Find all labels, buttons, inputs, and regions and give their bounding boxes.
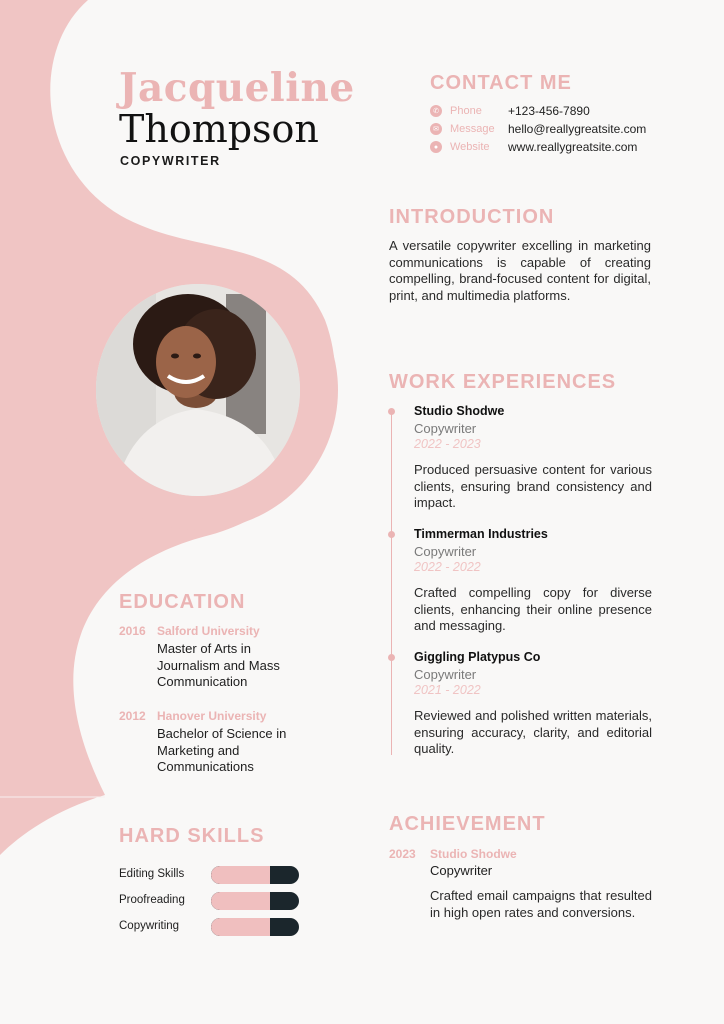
work-company: Studio Shodwe <box>414 404 505 418</box>
education-school: Salford University <box>157 624 260 638</box>
education-school: Hanover University <box>157 709 267 723</box>
work-dates: 2022 - 2023 <box>414 437 481 451</box>
job-title: COPYWRITER <box>120 154 221 168</box>
work-description: Crafted compelling copy for diverse clients, enhancing their online presence and messaging. <box>414 585 652 634</box>
contact-phone[interactable] <box>430 102 590 120</box>
mail-icon: ✉ <box>430 123 442 135</box>
work-title: WORK EXPERIENCES <box>389 371 617 393</box>
achievement-description: Crafted email campaigns that resulted in high open rates and conversions. <box>430 888 652 920</box>
contact-message[interactable] <box>430 120 646 138</box>
work-dates: 2022 - 2022 <box>414 560 481 574</box>
timeline-dot <box>388 531 395 538</box>
website-value[interactable]: www.reallygreatsite.com <box>508 140 638 154</box>
email-value[interactable]: hello@reallygreatsite.com <box>508 122 647 136</box>
timeline-line <box>391 410 392 755</box>
work-company: Giggling Platypus Co <box>414 650 541 664</box>
skill-label: Proofreading <box>119 894 185 906</box>
timeline-dot <box>388 654 395 661</box>
education-year: 2016 <box>119 624 146 638</box>
work-description: Produced persuasive content for various clients, ensuring brand consistency and impact. <box>414 462 652 511</box>
contact-title: CONTACT ME <box>430 72 572 94</box>
education-year: 2012 <box>119 709 146 723</box>
education-degree: Master of Arts in Journalism and Mass Communication <box>157 641 280 690</box>
achievement-title: ACHIEVEMENT <box>389 813 546 835</box>
last-name: Thompson <box>119 107 319 151</box>
skill-label: Editing Skills <box>119 868 185 880</box>
phone-value[interactable]: +123-456-7890 <box>508 104 590 118</box>
work-role: Copywriter <box>414 544 477 559</box>
first-name: Jacqueline <box>119 65 355 111</box>
introduction-text: A versatile copywriter excelling in marketing communications is capable of creating compelling, brand-focused content for digital, print, and multimedia platforms. <box>389 238 651 303</box>
skill-bar <box>211 918 299 936</box>
skill-bar <box>211 866 299 884</box>
skills-title: HARD SKILLS <box>119 825 265 847</box>
skill-fill <box>211 866 270 884</box>
work-role: Copywriter <box>414 421 477 436</box>
achievement-year: 2023 <box>389 847 416 861</box>
work-dates: 2021 - 2022 <box>414 683 481 697</box>
education-degree: Bachelor of Science in Marketing and Communications <box>157 726 287 775</box>
achievement-company: Studio Shodwe <box>430 847 517 861</box>
globe-icon: ● <box>430 141 442 153</box>
work-description: Reviewed and polished written materials, ensuring accuracy, clarity, and editorial quality. <box>414 708 652 757</box>
introduction-title: INTRODUCTION <box>389 206 555 228</box>
contact-label: Website <box>450 141 490 153</box>
achievement-role: Copywriter <box>430 863 493 878</box>
contact-label: Message <box>450 123 495 135</box>
skill-label: Copywriting <box>119 920 180 932</box>
skill-bar <box>211 892 299 910</box>
profile-photo <box>96 284 300 496</box>
skill-fill <box>211 918 270 936</box>
contact-label: Phone <box>450 105 482 117</box>
timeline-dot <box>388 408 395 415</box>
work-company: Timmerman Industries <box>414 527 548 541</box>
skill-fill <box>211 892 270 910</box>
contact-website[interactable] <box>430 138 637 156</box>
phone-icon: ✆ <box>430 105 442 117</box>
education-title: EDUCATION <box>119 591 246 613</box>
work-role: Copywriter <box>414 667 477 682</box>
